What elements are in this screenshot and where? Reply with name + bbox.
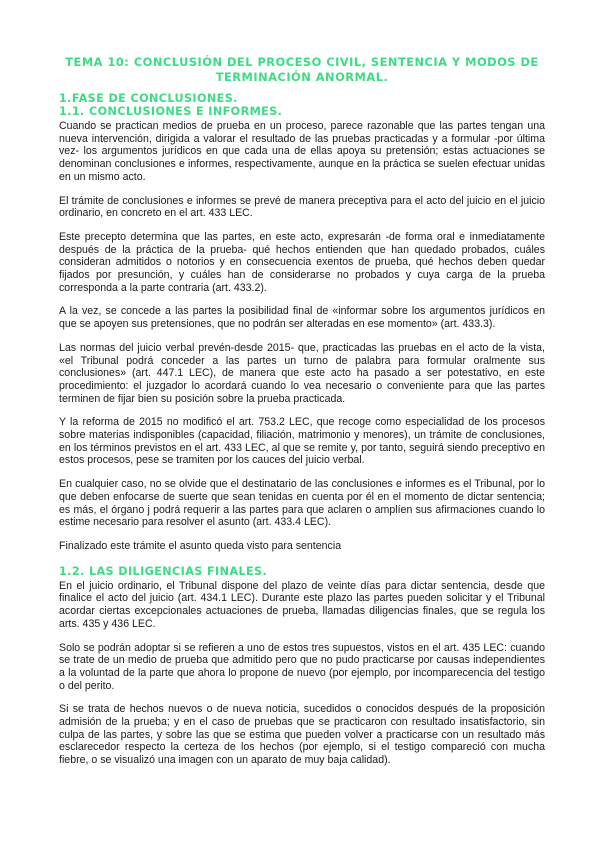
paragraph: En cualquier caso, no se olvide que el destinatario de las conclusiones e informes es el Tribunal, por lo que deben enfocarse de suerte que sean tenidas en cuenta por él en el momento de dictar sentencia; es más, el órgano j podrá requerir a las partes para que aclaren o amplíen sus afirmaciones cuando lo estime necesario para resolver el asunto (art. 433.4 LEC). (59, 478, 545, 529)
subsection-heading-conclusiones-informes: 1.1. CONCLUSIONES E INFORMES. (59, 105, 283, 118)
section-heading-fase-conclusiones: 1.FASE DE CONCLUSIONES. (59, 92, 238, 105)
paragraph: Las normas del juicio verbal prevén-desde 2015- que, practicadas las pruebas en el acto de la vista, «el Tribunal podrá conceder a las partes un turno de palabra para formular oralmente sus conclusiones» (art. 447.1 LEC), de manera que este acto ha pasado a ser potestativo, en este procedimiento: el juzgador lo acordará cuando lo vea necesario o conveniente para que las partes terminen de fijar bien su posición sobre la prueba practicada. (59, 341, 545, 405)
paragraph: Si se trata de hechos nuevos o de nueva noticia, sucedidos o conocidos después de la proposición admisión de la prueba; y en el caso de pruebas que se practicaron con resultado insatisfactorio, sin culpa de las partes, y sobre las que se estima que pueden volver a practicarse con un resultado más esclarecedor respecto la certeza de los hechos (por ejemplo, si el testigo compareció con mucha fiebre, o se visualizó una imagen con un aparato de muy baja calidad). (59, 703, 545, 767)
paragraph: En el juicio ordinario, el Tribunal dispone del plazo de veinte días para dictar sentencia, desde que finalice el acto del juicio (art. 434.1 LEC). Durante este plazo las partes pueden solicitar y el Tribunal acordar ciertas excepcionales actuaciones de prueba, llamadas diligencias finales, que se regula los arts. 435 y 436 LEC. (59, 579, 545, 630)
paragraph: Y la reforma de 2015 no modificó el art. 753.2 LEC, que recoge como especialidad de los procesos sobre materias indisponibles (capacidad, filiación, matrimonio y menores), un trámite de conclusiones, en los términos previstos en el art. 433 LEC, al que se remite y, por tanto, seguirá siendo preceptivo en estos procesos, pese se tramiten por los cauces del juicio verbal. (59, 416, 545, 467)
paragraph: Solo se podrán adoptar si se refieren a uno de estos tres supuestos, vistos en el art. 435 LEC: cuando se trate de un medio de prueba que admitido pero que no pudo practicarse por causas independientes a la voluntad de la parte que ahora lo propone de nuevo (por ejemplo, por incomparecencia del testigo o del perito. (59, 641, 545, 692)
paragraph: El trámite de conclusiones e informes se prevé de manera preceptiva para el acto del juicio en el juicio ordinario, en concreto en el art. 433 LEC. (59, 194, 545, 220)
page-title: TEMA 10: CONCLUSIÓN DEL PROCESO CIVIL, SENTENCIA Y MODOS DE TERMINACIÓN ANORMAL. (65, 55, 539, 84)
paragraph: Este precepto determina que las partes, en este acto, expresarán -de forma oral e inmediatamente después de la práctica de la prueba- qué hechos entienden que han quedado probados, cuáles consideran admitidos o notorios y en consecuencia exentos de prueba, qué hechos deben quedar fijados por presunción, y cuáles han de considerarse no probados y cuya carga de la prueba corresponda a la parte contraria (art. 433.2). (59, 230, 545, 294)
paragraph: Cuando se practican medios de prueba en un proceso, parece razonable que las partes tengan una nueva intervención, dirigida a valorar el resultado de las pruebas practicadas y a formular -por última vez- los argumentos jurídicos en que cada una de ellas apoya su pretensión; estas actuaciones se denominan conclusiones e informes, respectivamente, aunque en la práctica se suelen efectuar unidas en un mismo acto. (59, 120, 545, 183)
subsection-heading-diligencias-finales: 1.2. LAS DILIGENCIAS FINALES. (59, 564, 268, 578)
paragraph: Finalizado este trámite el asunto queda visto para sentencia (59, 539, 342, 552)
paragraph: A la vez, se concede a las partes la posibilidad final de «informar sobre los argumentos jurídicos en que se apoyen sus pretensiones, que no podrán ser alteradas en ese momento» (art. 433.3). (59, 305, 545, 331)
